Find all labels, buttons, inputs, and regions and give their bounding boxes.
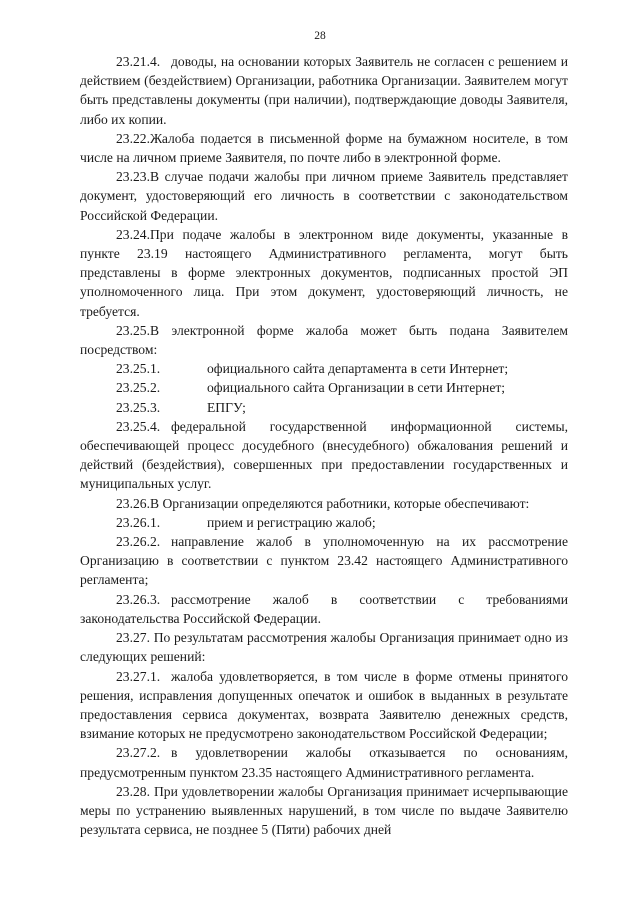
item-number: 23.26.3.: [116, 591, 161, 607]
item-text: официального сайта Организации в сети Интернет;: [207, 380, 506, 396]
item-text: доводы, на основании которых Заявитель не согласен с решением и действием (бездействием) Организации, работника Организации. Заявителем могут быть представлены документы (при наличии), подтверждающие доводы Заявителя, либо их копии.: [80, 54, 568, 127]
item-number: 23.27.1.: [116, 668, 161, 684]
paragraph-23-26-2: [80, 532, 568, 590]
paragraph-23-26: 23.26.В Организации определяются работники, которые обеспечивают:: [116, 495, 530, 511]
item-number: 23.21.4.: [116, 54, 161, 69]
item-number: 23.25.1.: [116, 361, 161, 377]
item-text: рассмотрение жалоб в соответствии с требованиями законодательства Российской Федерации.: [80, 591, 568, 626]
paragraph-23-23: 23.23.В случае подачи жалобы при личном приеме Заявитель представляет документ, удостоверяющий его личность в соответствии с законодательством Российской Федерации.: [80, 169, 568, 223]
item-number: 23.27.2.: [116, 745, 161, 761]
paragraph-23-27-2: [80, 743, 568, 781]
item-text: ЕПГУ;: [207, 399, 246, 415]
paragraph-23-21-4: [80, 52, 568, 129]
item-text: в удовлетворении жалобы отказывается по основаниям, предусмотренным пунктом 23.35 настоящего Административного регламента.: [80, 745, 568, 780]
list-item-23-26-1: [80, 513, 568, 532]
page-number: 28: [314, 30, 326, 42]
paragraph-23-27-1: [80, 667, 568, 744]
item-number: 23.25.3.: [116, 399, 161, 415]
item-text: направление жалоб в уполномоченную на их рассмотрение Организацию в соответствии с пунктом 23.42 настоящего Административного регламента;: [80, 534, 568, 588]
item-number: 23.25.4.: [116, 418, 161, 434]
paragraph-23-27: 23.27. По результатам рассмотрения жалобы Организация принимает одно из следующих решений:: [80, 630, 568, 665]
paragraph-23-25-4: [80, 417, 568, 494]
paragraph-23-28: 23.28. При удовлетворении жалобы Организация принимает исчерпывающие меры по устранению выявленных нарушений, в том числе по выдаче Заявителю результата сервиса, не позднее 5 (Пяти) рабочих дней: [80, 783, 568, 838]
item-number: 23.25.2.: [116, 380, 161, 396]
paragraph-23-25: 23.25.В электронной форме жалоба может быть подана Заявителем посредством:: [80, 322, 568, 358]
item-number: 23.26.2.: [116, 534, 161, 550]
item-number: 23.26.1.: [116, 514, 161, 530]
item-text: жалоба удовлетворяется, в том числе в форме отмены принятого решения, исправления допущенных опечаток и ошибок в выданных в результате предоставления сервиса документах, возврата Заявителю денежных средств, взимание которых не предусмотрено законодательством Российской Федерации;: [80, 668, 568, 742]
paragraph-23-22: 23.22.Жалоба подается в письменной форме на бумажном носителе, в том числе на личном приеме Заявителя, по почте либо в электронной форме.: [80, 130, 568, 166]
paragraph-23-26-3: [80, 590, 568, 628]
list-item-23-25-3: [80, 398, 568, 417]
list-item-23-25-1: [80, 359, 568, 378]
paragraph-23-24: 23.24.При подаче жалобы в электронном виде документы, указанные в пункте 23.19 настоящего Административного регламента, могут быть представлены в форме электронных документов, подписанных простой ЭП уполномоченного лица. При этом документ, удостоверяющий личность, не требуется.: [80, 226, 568, 319]
list-item-23-25-2: [80, 378, 568, 397]
document-body: [80, 52, 568, 839]
item-text: федеральной государственной информационной системы, обеспечивающей процесс досудебного (внесудебного) обжалования решений и действий (бездействия), совершенных при предоставлении государственных и муниципальных услуг.: [80, 418, 568, 492]
item-text: официального сайта департамента в сети Интернет;: [207, 361, 509, 377]
item-text: прием и регистрацию жалоб;: [207, 514, 376, 530]
